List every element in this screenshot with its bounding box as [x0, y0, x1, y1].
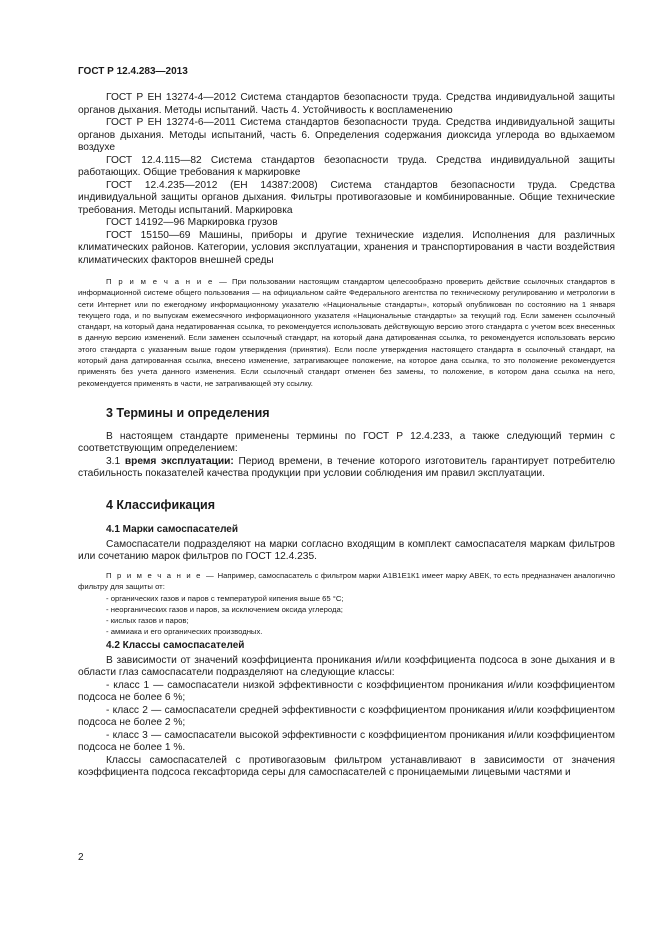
page-number: 2	[78, 852, 84, 863]
note-text: Например, самоспасатель с фильтром марки А1В1Е1К1 имеет марку АВЕК, то есть предназначен аналогично фильтру для защиты от:	[78, 570, 615, 592]
note-items-list	[78, 593, 615, 637]
class-item: - класс 2 — самоспасатели средней эффективности с коэффициентом проникания и/или коэффициентом подсоса не более 2 %;	[78, 704, 615, 729]
reference-item: ГОСТ Р ЕН 13274-6—2011 Система стандартов безопасности труда. Средства индивидуальной защиты органов дыхания. Методы испытаний, часть 6. Определения содержания диоксида углерода во вдыхаемом воздухе	[78, 117, 615, 153]
document-header: ГОСТ Р 12.4.283—2013	[78, 66, 188, 77]
class-item: - класс 3 — самоспасатели высокой эффективности с коэффициентом проникания и/или коэффициентом подсоса не более 1 %.	[78, 729, 615, 754]
class-item: - класс 1 — самоспасатели низкой эффективности с коэффициентом проникания и/или коэффициентом подсоса не более 6 %;	[78, 679, 615, 704]
subsection-4-2-text: В зависимости от значений коэффициента проникания и/или коэффициента подсоса в зоне дыхания и в области глаз самоспасатели подразделяют на следующие классы:	[78, 654, 615, 679]
term-definition-text: Период времени, в течение которого изготовитель гарантирует потребителю стабильность показателей качества продукции при условии соблюдения им правил эксплуатации.	[78, 455, 615, 480]
term-number: 3.1	[106, 455, 125, 467]
note-label: П р и м е ч а н и е —	[106, 570, 216, 580]
note-label: П р и м е ч а н и е —	[106, 277, 229, 286]
note-text: При пользовании настоящим стандартом целесообразно проверить действие ссылочных стандартов в информационной системе общего пользования — на официальном сайте Федерального агентства по техническому регулированию и метрологии в сети Интернет или по ежегодному информационному указателю «Национальные стандарты», который опубликован по состоянию на 1 января текущего года, и по выпускам ежемесячного информационного указателя «Национальные стандарты» за текущий год. Если заменен ссылочный стандарт, на который дана недатированная ссылка, то рекомендуется использовать действующую версию этого стандарта с учетом всех внесенных в данную версию изменений. Если заменен ссылочный стандарт, на который дана датированная ссылка, то рекомендуется использовать версию этого стандарта с указанным выше годом утверждения (принятия). Если после утверждения настоящего стандарта в ссылочный стандарт, на который дана датированная ссылка, внесено изменение, затрагивающее положение, на которое дана ссылка, то это положение рекомендуется применять без учета данного изменения. Если ссылочный стандарт отменен без замены, то положение, в котором дана ссылка на него, рекомендуется применять в части, не затрагивающей эту ссылку.	[78, 277, 615, 388]
subsection-4-1-title: 4.1 Марки самоспасателей	[106, 523, 239, 535]
reference-item: ГОСТ 12.4.115—82 Система стандартов безопасности труда. Средства индивидуальной защиты работающих. Общие требования к маркировке	[78, 154, 615, 178]
note-list-item: - органических газов и паров с температурой кипения выше 65 °С;	[106, 593, 344, 603]
reference-item: ГОСТ Р ЕН 13274-4—2012 Система стандартов безопасности труда. Средства индивидуальной защиты органов дыхания. Методы испытаний. Часть 4. Устойчивость к воспламенению	[78, 92, 615, 116]
term-definition	[78, 456, 615, 481]
section-3-intro: В настоящем стандарте применены термины по ГОСТ Р 12.4.233, а также следующий термин с соответствующим определением:	[78, 430, 615, 455]
reference-item: ГОСТ 14192—96 Маркировка грузов	[106, 217, 278, 228]
note-example	[78, 570, 615, 593]
section-3-title: 3 Термины и определения	[106, 405, 270, 420]
classes-list	[78, 680, 615, 755]
section-4-title: 4 Классификация	[106, 497, 216, 512]
note-list-item: - кислых газов и паров;	[106, 615, 189, 625]
page-content	[78, 92, 615, 780]
subsection-4-2-title: 4.2 Классы самоспасателей	[106, 639, 245, 651]
note-references	[78, 276, 615, 389]
note-list-item: - аммиака и его органических производных.	[106, 626, 263, 636]
references-list	[78, 92, 615, 267]
reference-item: ГОСТ 15150—69 Машины, приборы и другие технические изделия. Исполнения для различных климатических районов. Категории, условия эксплуатации, хранения и транспортирования в части воздействия климатических факторов внешней среды	[78, 229, 615, 266]
subsection-4-1-text: Самоспасатели подразделяют на марки согласно входящим в комплект самоспасателя маркам фильтров или сочетанию марок фильтров по ГОСТ 12.4.235.	[78, 538, 615, 563]
note-list-item: - неорганических газов и паров, за исключением оксида углерода;	[106, 604, 343, 614]
final-paragraph: Классы самоспасателей с противогазовым фильтром устанавливают в зависимости от значения коэффициента подсоса гексафторида серы для самоспасателей с проницаемыми лицевыми частями и	[78, 754, 615, 779]
term-name: время эксплуатации:	[124, 455, 234, 467]
reference-item: ГОСТ 12.4.235—2012 (ЕН 14387:2008) Система стандартов безопасности труда. Средства индивидуальной защиты органов дыхания. Фильтры противогазовые и комбинированные. Общие технические требования. Методы испытаний. Маркировка	[78, 179, 615, 216]
